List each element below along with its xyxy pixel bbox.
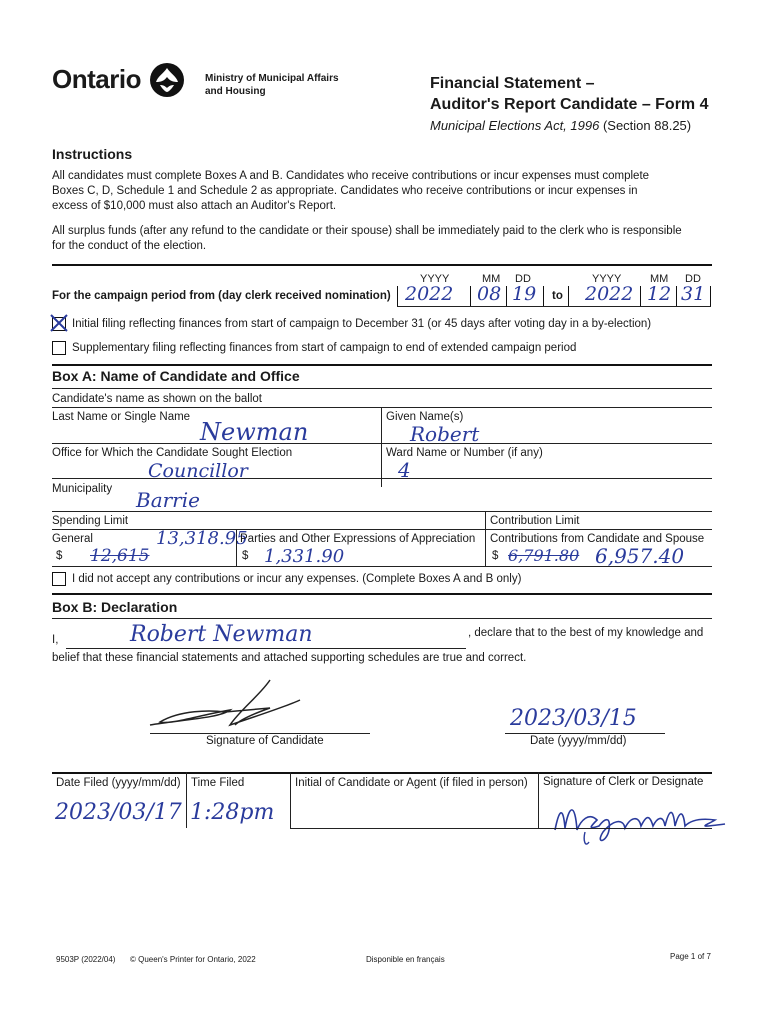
from-year-field[interactable]: 2022 [405,283,454,305]
to-month-field[interactable]: 12 [647,283,672,305]
date-label: Date (yyyy/mm/dd) [530,735,627,747]
french-availability: Disponible en français [366,955,445,964]
general-label: General [52,533,93,545]
copyright: © Queen's Printer for Ontario, 2022 [130,955,256,964]
declarant-underline [66,648,466,649]
ministry-name [205,72,339,98]
last-name-label: Last Name or Single Name [52,411,191,423]
contributions-limit-field[interactable]: 6,957.40 [595,544,685,568]
contributions-dollar: $ [492,550,499,562]
date-divider [710,286,711,306]
divider [52,264,712,266]
office-label: Office for Which the Candidate Sought Election [52,447,293,459]
instructions-paragraph-1 [52,169,732,214]
instructions-line: All surplus funds (after any refund to the candidate or their spouse) shall be immediately paid to the clerk who is responsible [52,225,682,237]
date-filed-label: Date Filed (yyyy/mm/dd) [56,777,181,789]
signature-label: Signature of Candidate [206,735,324,747]
ministry-line-1: Ministry of Municipal Affairs [205,73,339,84]
initial-filing-label: Initial filing reflecting finances from start of campaign to December 31 (or 45 days after voting day in a by-election) [72,318,652,330]
time-filed-field[interactable]: 1:28pm [190,800,275,825]
belief-text: belief that these financial statements and attached supporting schedules are true and correct. [52,652,527,664]
municipality-field[interactable]: Barrie [136,488,200,512]
declaration-text: , declare that to the best of my knowledge and [468,627,704,639]
campaign-period-label: For the campaign period from (day clerk received nomination) [52,290,391,302]
from-day-field[interactable]: 19 [512,283,537,305]
ballot-note: Candidate's name as shown on the ballot [52,393,262,405]
ontario-wordmark: Ontario [52,64,141,94]
time-filed-label: Time Filed [191,777,245,789]
supplementary-filing-checkbox[interactable] [52,341,66,355]
divider [52,529,712,530]
declarant-name-field[interactable]: Robert Newman [130,622,313,647]
form-code: 9503P (2022/04) [56,955,116,964]
clerk-signature-icon [545,790,735,850]
spending-limit-label: Spending Limit [52,515,129,527]
instructions-line: excess of $10,000 must also attach an Auditor's Report. [52,200,337,212]
instructions-paragraph-2 [52,224,732,254]
column-divider [381,407,382,487]
period-mm-to: MM [650,273,669,285]
to-day-field[interactable]: 31 [681,283,706,305]
clerk-signature-label: Signature of Clerk or Designate [543,776,704,788]
ward-field[interactable]: 4 [398,458,411,482]
page-number: Page 1 of 7 [670,952,711,961]
to-year-field[interactable]: 2022 [585,283,634,305]
divider [52,593,712,595]
form-title-line-1: Financial Statement – [430,75,595,92]
period-mm-from: MM [482,273,501,285]
divider [52,618,712,619]
instructions-line: All candidates must complete Boxes A and B. Candidates who receive contributions or incur expenses must complete [52,170,650,182]
candidate-signature-icon [140,670,340,735]
column-divider [290,772,291,828]
check-x-icon [48,312,70,334]
contribution-limit-label: Contribution Limit [490,515,580,527]
column-divider [538,772,539,828]
period-underline [397,306,711,307]
date-divider [470,286,471,306]
divider [52,388,712,389]
date-divider [543,286,544,306]
column-divider [485,511,486,566]
divider [52,478,712,479]
box-a-heading: Box A: Name of Candidate and Office [52,368,300,384]
act-name: Municipal Elections Act, 1996 [430,118,600,133]
column-divider [186,772,187,828]
given-names-label: Given Name(s) [386,411,464,423]
contributions-label: Contributions from Candidate and Spouse [490,533,705,545]
from-month-field[interactable]: 08 [477,283,502,305]
declaration-i-label: I, [52,634,59,646]
date-divider [676,286,677,306]
general-dollar: $ [56,550,63,562]
ministry-line-2: and Housing [205,86,266,97]
contributions-struck-value: 6,791.80 [508,546,580,565]
divider [52,364,712,366]
instructions-line: Boxes C, D, Schedule 1 and Schedule 2 as appropriate. Candidates who receive contributions or incur expenses in [52,185,638,197]
parties-label: Parties and Other Expressions of Appreciation [240,533,476,545]
divider [52,407,712,408]
act-reference [430,118,709,133]
date-divider [506,286,507,306]
given-names-field[interactable]: Robert [410,422,480,446]
instructions-line: for the conduct of the election. [52,240,207,252]
date-line [505,733,665,734]
municipality-label: Municipality [52,483,113,495]
general-limit-struck-value: 12,615 [90,546,150,566]
divider [52,511,712,512]
parties-limit-field[interactable]: 1,331.90 [264,546,345,567]
to-label: to [552,290,563,302]
office-field[interactable]: Councillor [148,460,248,482]
last-name-field[interactable]: Newman [200,418,309,446]
period-dd-from: DD [515,273,531,285]
supplementary-filing-label: Supplementary filing reflecting finances from start of campaign to end of extended campaign period [72,342,577,354]
divider [290,828,712,829]
date-divider [397,286,398,306]
declaration-date-field[interactable]: 2023/03/15 [510,706,637,731]
instructions-heading: Instructions [52,146,133,162]
box-b-heading: Box B: Declaration [52,599,178,615]
act-section: (Section 88.25) [599,118,692,133]
form-title-line-2: Auditor's Report Candidate – Form 4 [430,96,709,113]
date-divider [568,286,569,306]
date-filed-field[interactable]: 2023/03/17 [55,800,182,825]
no-contributions-checkbox[interactable] [52,572,66,586]
divider [52,772,712,774]
initial-agent-label: Initial of Candidate or Agent (if filed in person) [295,777,528,789]
no-contributions-label: I did not accept any contributions or incur any expenses. (Complete Boxes A and B only) [72,573,522,585]
parties-dollar: $ [242,550,249,562]
divider [52,443,712,444]
period-dd-to: DD [685,273,701,285]
ward-label: Ward Name or Number (if any) [386,447,543,459]
signature-line [150,733,370,734]
column-divider [236,529,237,566]
date-divider [640,286,641,306]
general-limit-field[interactable]: 13,318.95 [156,528,248,549]
ontario-logo [52,64,141,95]
trillium-icon [149,62,185,98]
form-title [430,73,709,133]
period-yyyy-from: YYYY [420,273,450,285]
period-yyyy-to: YYYY [592,273,622,285]
divider [52,566,712,567]
